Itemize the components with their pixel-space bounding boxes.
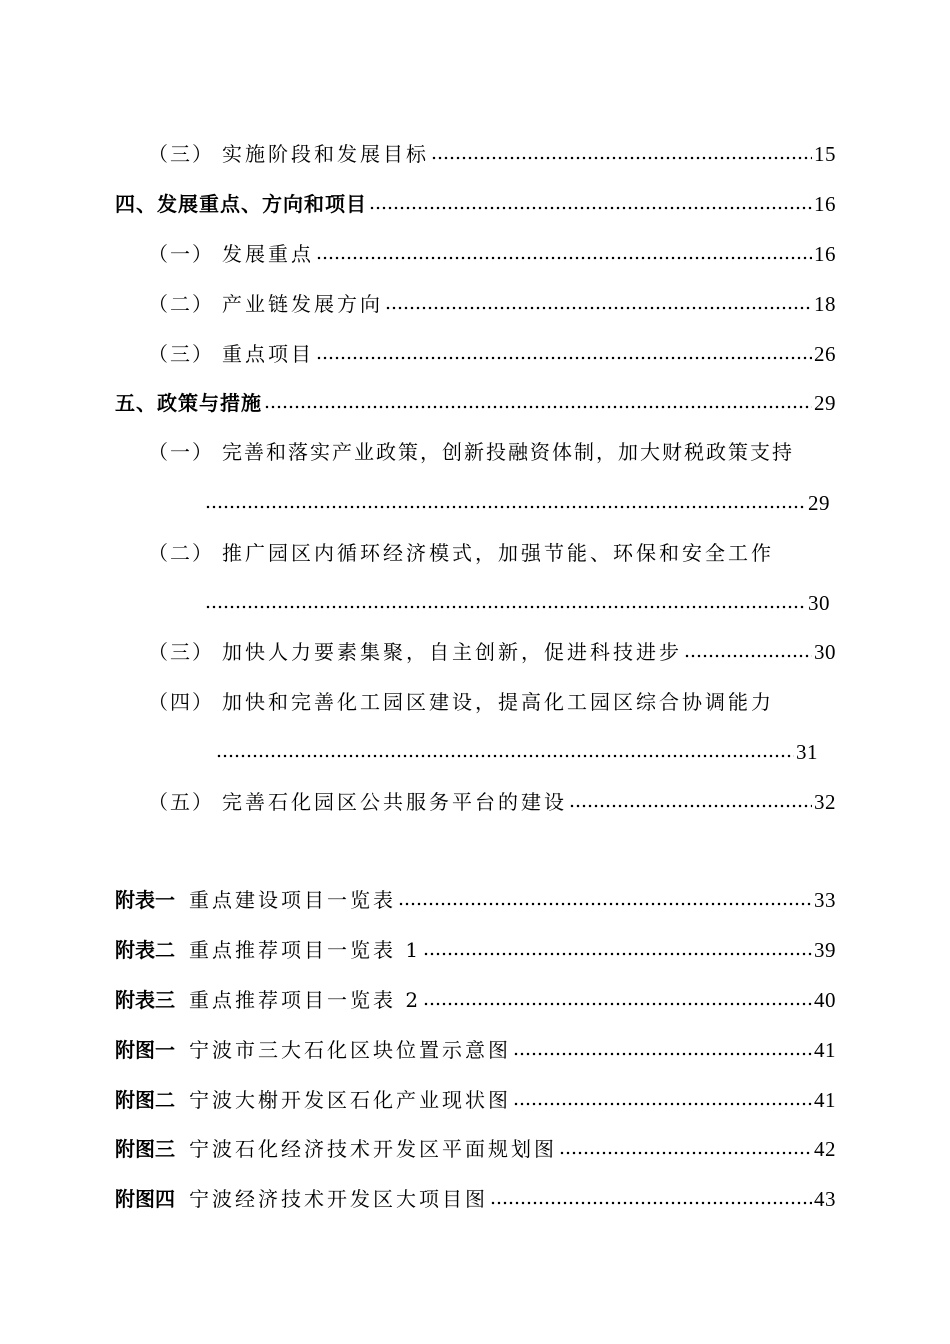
toc-entry-title: 推广园区内循环经济模式，加强节能、环保和安全工作: [222, 541, 774, 565]
toc-entry[interactable]: [148, 531, 838, 567]
appendix-entry[interactable]: [115, 1127, 836, 1163]
toc-entry-page: 30: [808, 591, 830, 615]
appendix-page: 39: [814, 938, 836, 962]
appendix-entry[interactable]: [115, 1028, 836, 1064]
dot-leader: [490, 1200, 812, 1206]
appendix-page: 42: [814, 1137, 836, 1161]
toc-section-title: 四、发展重点、方向和项目: [115, 192, 367, 216]
toc-entry[interactable]: [148, 232, 836, 268]
toc-entry[interactable]: [148, 282, 836, 318]
toc-entry-title: 产业链发展方向: [222, 292, 383, 316]
toc-entry[interactable]: [148, 630, 836, 666]
toc-entry-page: 15: [814, 142, 836, 166]
dot-leader: [316, 255, 812, 261]
appendix-label: 附图一: [115, 1038, 175, 1062]
dot-leader: [264, 404, 812, 410]
appendix-entry[interactable]: [115, 1177, 836, 1213]
toc-entry-title: 实施阶段和发展目标: [222, 142, 429, 166]
toc-entry[interactable]: [148, 780, 836, 816]
toc-entry-page: 18: [814, 292, 836, 316]
dot-leader: [684, 653, 812, 659]
appendix-entry[interactable]: [115, 878, 836, 914]
appendix-page: 33: [814, 888, 836, 912]
toc-entry-page: 26: [814, 342, 836, 366]
dot-leader: [513, 1051, 812, 1057]
toc-entry-page: 29: [808, 491, 830, 515]
toc-entry-page: 31: [796, 740, 818, 764]
appendix-title: 重点推荐项目一览表 2: [189, 988, 422, 1012]
appendix-page: 41: [814, 1088, 836, 1112]
toc-entry-continuation[interactable]: [205, 481, 830, 517]
toc-entry-title: 重点项目: [222, 342, 314, 366]
dot-leader: [216, 753, 794, 759]
dot-leader: [423, 1001, 812, 1007]
appendix-entry[interactable]: [115, 1078, 836, 1114]
toc-entry-continuation[interactable]: [216, 730, 818, 766]
appendix-title: 宁波石化经济技术开发区平面规划图: [189, 1137, 557, 1161]
toc-entry[interactable]: [148, 132, 836, 168]
appendix-title: 重点建设项目一览表: [189, 888, 396, 912]
dot-leader: [369, 205, 812, 211]
appendix-label: 附表二: [115, 938, 175, 962]
appendix-label: 附图二: [115, 1088, 175, 1112]
toc-entry-prefix: （二）: [148, 541, 214, 565]
toc-section[interactable]: [115, 182, 836, 218]
toc-entry-title: 完善和落实产业政策，创新投融资体制，加大财税政策支持: [222, 440, 794, 464]
appendix-page: 41: [814, 1038, 836, 1062]
toc-entry-title: 发展重点: [222, 242, 314, 266]
toc-entry-prefix: （二）: [148, 292, 214, 316]
toc-entry[interactable]: [148, 680, 838, 716]
toc-entry[interactable]: [148, 430, 848, 466]
toc-entry-title: 完善石化园区公共服务平台的建设: [222, 790, 567, 814]
dot-leader: [513, 1101, 812, 1107]
appendix-page: 40: [814, 988, 836, 1012]
dot-leader: [423, 951, 812, 957]
toc-entry-title: 加快人力要素集聚，自主创新，促进科技进步: [222, 640, 682, 664]
toc-entry-prefix: （五）: [148, 790, 214, 814]
appendix-label: 附表三: [115, 988, 175, 1012]
dot-leader: [316, 355, 812, 361]
appendix-label: 附表一: [115, 888, 175, 912]
toc-entry-page: 30: [814, 640, 836, 664]
toc-entry-prefix: （三）: [148, 640, 214, 664]
dot-leader: [559, 1150, 812, 1156]
appendix-label: 附图四: [115, 1187, 175, 1211]
toc-entry-continuation[interactable]: [205, 581, 830, 617]
toc-entry[interactable]: [148, 332, 836, 368]
appendix-entry[interactable]: [115, 928, 836, 964]
toc-entry-prefix: （四）: [148, 690, 214, 714]
appendix-title: 宁波经济技术开发区大项目图: [189, 1187, 488, 1211]
toc-entry-prefix: （一）: [148, 242, 214, 266]
appendix-label: 附图三: [115, 1137, 175, 1161]
toc-entry-page: 29: [814, 391, 836, 415]
appendix-title: 宁波大榭开发区石化产业现状图: [189, 1088, 511, 1112]
toc-entry-prefix: （一）: [148, 440, 214, 464]
toc-entry-prefix: （三）: [148, 142, 214, 166]
appendix-title: 宁波市三大石化区块位置示意图: [189, 1038, 511, 1062]
toc-entry-page: 16: [814, 192, 836, 216]
toc-entry-page: 32: [814, 790, 836, 814]
dot-leader: [431, 155, 812, 161]
appendix-page: 43: [814, 1187, 836, 1211]
dot-leader: [385, 305, 812, 311]
toc-entry-title: 加快和完善化工园区建设，提高化工园区综合协调能力: [222, 690, 774, 714]
appendix-title: 重点推荐项目一览表 1: [189, 938, 422, 962]
toc-entry-page: 16: [814, 242, 836, 266]
dot-leader: [205, 504, 806, 510]
toc-entry-prefix: （三）: [148, 342, 214, 366]
toc-section-title: 五、政策与措施: [115, 391, 262, 415]
dot-leader: [569, 803, 812, 809]
dot-leader: [398, 901, 812, 907]
dot-leader: [205, 604, 806, 610]
toc-section[interactable]: [115, 381, 836, 417]
appendix-entry[interactable]: [115, 978, 836, 1014]
